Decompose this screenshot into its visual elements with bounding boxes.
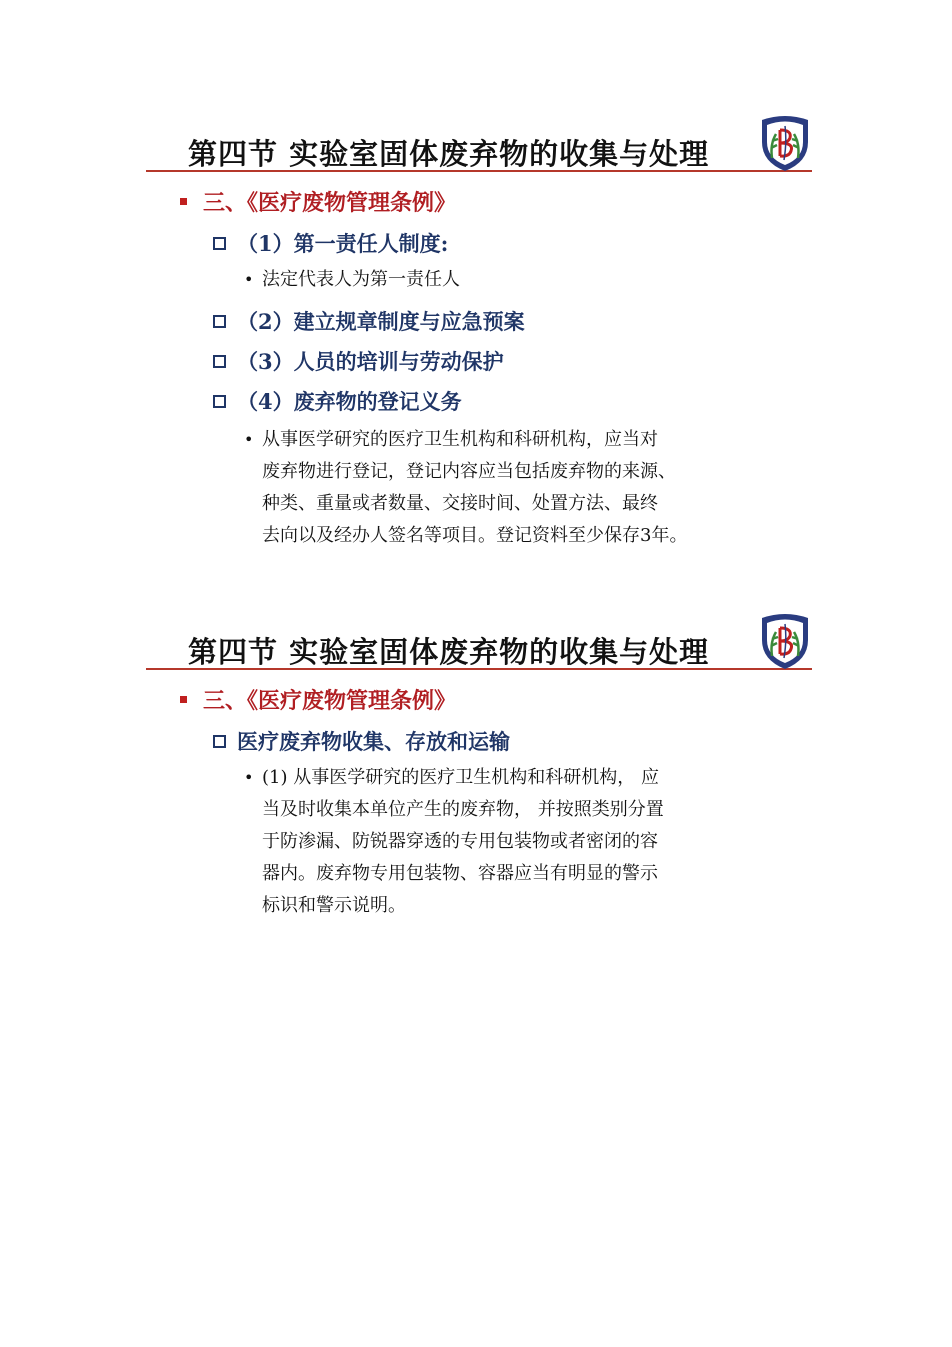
dot-bullet-icon: • (244, 270, 254, 289)
list-item-text: （1）第一责任人制度: (237, 231, 449, 256)
shield-logo-icon (758, 114, 812, 172)
paragraph-line: 种类、重量或者数量、交接时间、处置方法、最终 (262, 493, 658, 514)
sub-list-item (244, 264, 460, 296)
slide-title: 第四节 实验室固体废弃物的收集与处理 (188, 137, 710, 171)
paragraph (244, 424, 687, 552)
shield-logo-icon (758, 612, 812, 670)
list-item-text: 医疗废弃物收集、存放和运输 (237, 729, 510, 754)
hollow-square-bullet-icon (213, 735, 226, 748)
list-item-text: （3）人员的培训与劳动保护 (237, 349, 504, 374)
hollow-square-bullet-icon (213, 395, 226, 408)
paragraph-line: 器内。废弃物专用包装物、容器应当有明显的警示 (262, 863, 658, 884)
hollow-square-bullet-icon (213, 355, 226, 368)
dot-bullet-icon: • (244, 430, 254, 449)
section-heading-text: 三、《医疗废物管理条例》 (203, 190, 457, 216)
paragraph (244, 762, 664, 922)
paragraph-line: 当及时收集本单位产生的废弃物， 并按照类别分置 (262, 799, 664, 820)
list-item (213, 386, 462, 416)
section-heading-text: 三、《医疗废物管理条例》 (203, 688, 457, 714)
paragraph-line: 废弃物进行登记，登记内容应当包括废弃物的来源、 (262, 461, 676, 482)
list-item-text: （2）建立规章制度与应急预案 (237, 309, 525, 334)
list-item-text: （4）废弃物的登记义务 (237, 389, 462, 414)
square-bullet-icon (180, 198, 187, 205)
title-underline (146, 668, 812, 670)
slide-title: 第四节 实验室固体废弃物的收集与处理 (188, 635, 710, 669)
section-heading (180, 684, 456, 715)
hollow-square-bullet-icon (213, 237, 226, 250)
list-item (213, 726, 510, 756)
title-underline (146, 170, 812, 172)
hollow-square-bullet-icon (213, 315, 226, 328)
paragraph-line: 于防渗漏、防锐器穿透的专用包装物或者密闭的容 (262, 831, 658, 852)
dot-bullet-icon: • (244, 768, 254, 787)
list-item (213, 228, 448, 258)
paragraph-line: 从事医学研究的医疗卫生机构和科研机构，应当对 (262, 429, 658, 450)
paragraph-line: 标识和警示说明。 (262, 895, 406, 916)
square-bullet-icon (180, 696, 187, 703)
list-item (213, 346, 504, 376)
paragraph-line: 去向以及经办人签名等项目。登记资料至少保存3年。 (262, 525, 688, 546)
list-item (213, 306, 525, 336)
paragraph-line: (1) 从事医学研究的医疗卫生机构和科研机构， 应 (262, 767, 659, 788)
sub-list-item-text: 法定代表人为第一责任人 (262, 269, 460, 290)
section-heading (180, 186, 456, 217)
